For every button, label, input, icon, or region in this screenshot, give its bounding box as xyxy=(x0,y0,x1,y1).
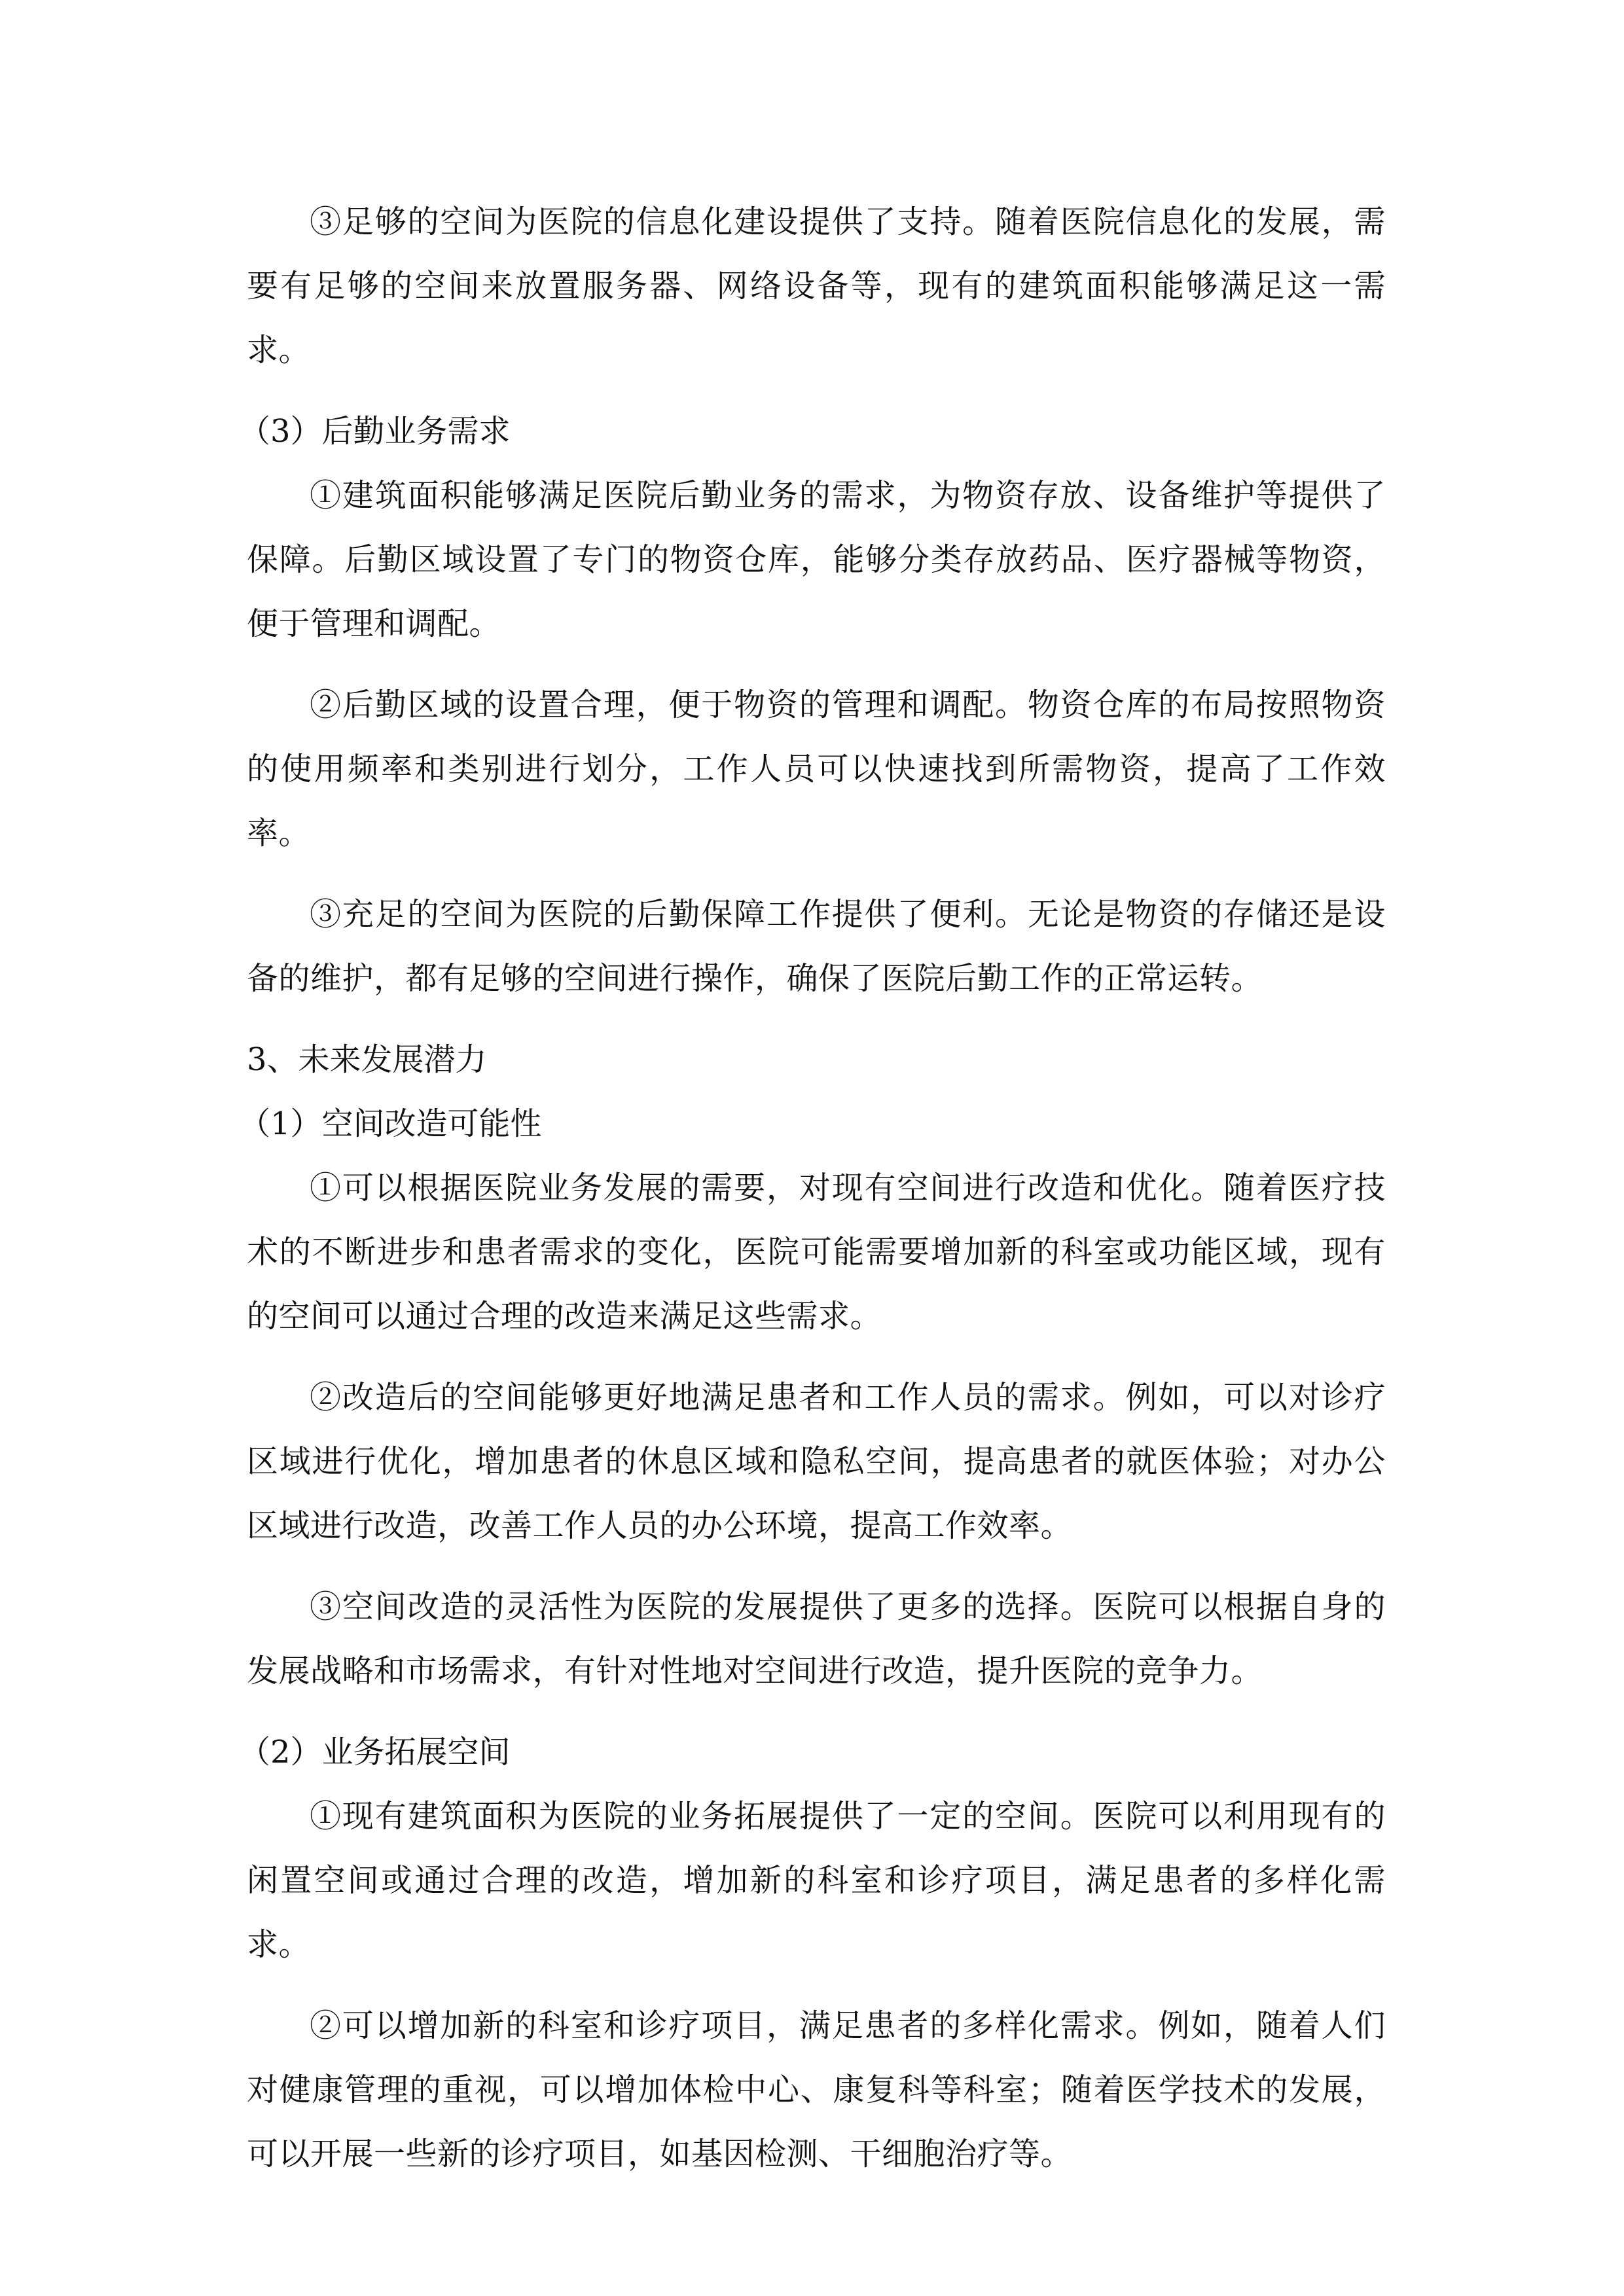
paragraph: ①建筑面积能够满足医院后勤业务的需求，为物资存放、设备维护等提供了保障。后勤区域设置了专门的物资仓库，能够分类存放药品、医疗器械等物资，便于管理和调配。 xyxy=(247,477,1386,642)
paragraph: ①现有建筑面积为医院的业务拓展提供了一定的空间。医院可以利用现有的闲置空间或通过合理的改造，增加新的科室和诊疗项目，满足患者的多样化需求。 xyxy=(247,1798,1386,1963)
subsection-heading: （3）后勤业务需求 xyxy=(239,413,511,450)
paragraph: ②可以增加新的科室和诊疗项目，满足患者的多样化需求。例如，随着人们对健康管理的重视，可以增加体检中心、康复科等科室；随着医学技术的发展，可以开展一些新的诊疗项目，如基因检测、干细胞治疗等。 xyxy=(247,2007,1386,2172)
subsection-heading: （1）空间改造可能性 xyxy=(239,1105,542,1142)
subsection-heading: （2）业务拓展空间 xyxy=(239,1734,511,1770)
paragraph: ②后勤区域的设置合理，便于物资的管理和调配。物资仓库的布局按照物资的使用频率和类别进行划分，工作人员可以快速找到所需物资，提高了工作效率。 xyxy=(247,687,1386,852)
paragraph: ③充足的空间为医院的后勤保障工作提供了便利。无论是物资的存储还是设备的维护，都有足够的空间进行操作，确保了医院后勤工作的正常运转。 xyxy=(247,896,1386,997)
paragraph: ②改造后的空间能够更好地满足患者和工作人员的需求。例如，可以对诊疗区域进行优化，增加患者的休息区域和隐私空间，提高患者的就医体验；对办公区域进行改造，改善工作人员的办公环境，提高工作效率。 xyxy=(247,1379,1386,1544)
section-heading: 3、未来发展潜力 xyxy=(247,1041,487,1078)
paragraph: ①可以根据医院业务发展的需要，对现有空间进行改造和优化。随着医疗技术的不断进步和患者需求的变化，医院可能需要增加新的科室或功能区域，现有的空间可以通过合理的改造来满足这些需求。 xyxy=(247,1170,1386,1335)
document-body xyxy=(239,190,1386,2186)
paragraph: ③足够的空间为医院的信息化建设提供了支持。随着医院信息化的发展，需要有足够的空间来放置服务器、网络设备等，现有的建筑面积能够满足这一需求。 xyxy=(247,204,1386,368)
paragraph: ③空间改造的灵活性为医院的发展提供了更多的选择。医院可以根据自身的发展战略和市场需求，有针对性地对空间进行改造，提升医院的竞争力。 xyxy=(247,1588,1386,1689)
